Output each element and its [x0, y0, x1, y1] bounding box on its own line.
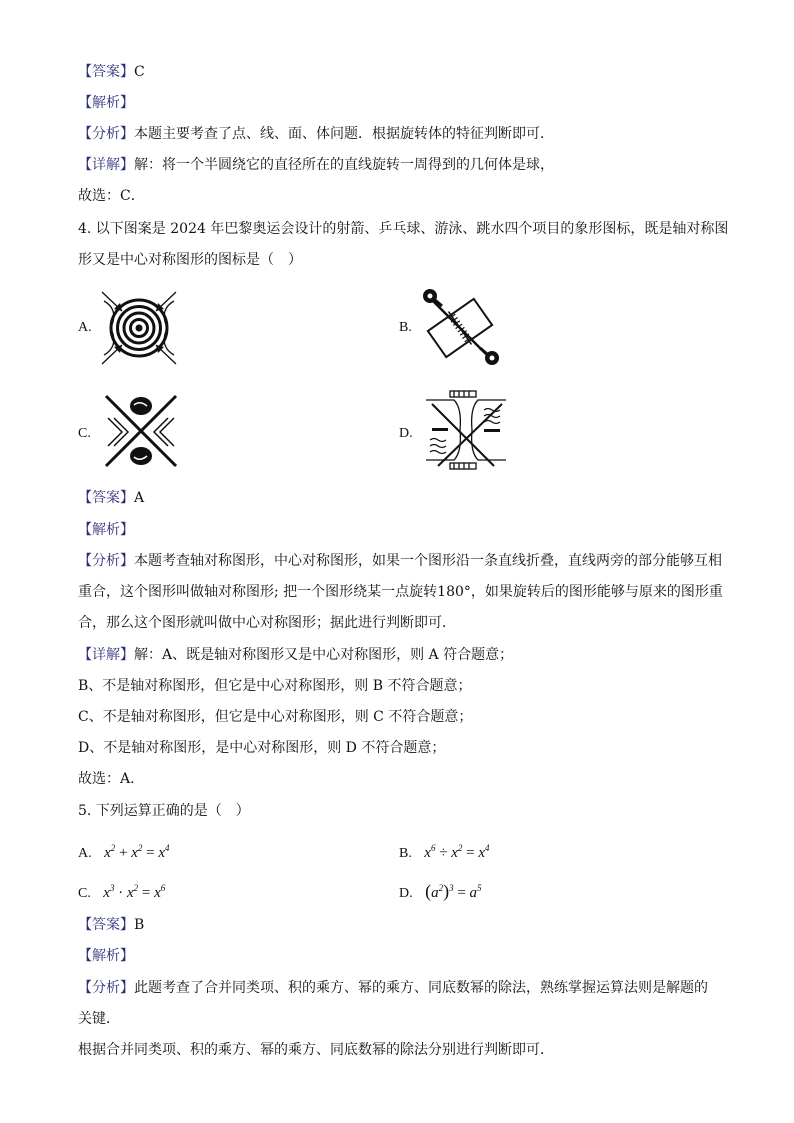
- answer-tag: 【答案】: [78, 490, 134, 506]
- table-tennis-icon: [418, 286, 502, 370]
- option-label: A.: [78, 846, 92, 861]
- q4-option-d-label: D.: [399, 426, 413, 441]
- q4-analysis-line2: 重合，这个图形叫做轴对称图形; 把一个图形绕某一点旋转180°，如果旋转后的图形能够与原来的图形重: [78, 584, 723, 600]
- q3-detail-text: [78, 155, 554, 175]
- q5-option-d: [399, 878, 482, 904]
- q5-answer: [78, 915, 144, 935]
- q4-option-c-label: C.: [78, 426, 91, 441]
- answer-value: A: [134, 490, 145, 506]
- q4-analysis-line1: [78, 551, 722, 571]
- answer-value: C: [134, 64, 145, 80]
- detail-subtag: 【详解】: [78, 157, 134, 173]
- option-label: D.: [399, 886, 413, 901]
- q4-analysis-line3: 合，那么这个图形就叫做中心对称图形；据此进行判断即可．: [78, 615, 456, 631]
- q4-detail-line2: B、不是轴对称图形，但它是中心对称图形，则 B 不符合题意；: [78, 678, 472, 694]
- q5-option-c: [78, 878, 165, 904]
- analysis-subtag: 【分析】: [78, 980, 134, 996]
- q5-analysis-line3: 根据合并同类项、积的乘方、幂的乘方、同底数幂的除法分别进行判断即可．: [78, 1042, 554, 1058]
- diving-icon: [424, 388, 508, 472]
- q5-option-a: [78, 838, 170, 864]
- q5-analysis-heading: 【解析】: [78, 948, 134, 964]
- detail-body: 解：将一个半圆绕它的直径所在的直线旋转一周得到的几何体是球，: [134, 157, 554, 173]
- option-a-expression: $x^2 + x^2 = x^4$: [104, 843, 170, 861]
- detail-body: 解：A、既是轴对称图形又是中心对称图形，则 A 符合题意；: [134, 647, 514, 663]
- option-label: C.: [78, 886, 91, 901]
- option-d-expression: $(a^2)^3 = a^5$: [425, 881, 482, 901]
- swimming-icon: [100, 390, 182, 472]
- analysis-subtag: 【分析】: [78, 553, 134, 569]
- q3-conclusion: 故选：C．: [78, 188, 145, 204]
- q4-detail-line3: C、不是轴对称图形，但它是中心对称图形，则 C 不符合题意；: [78, 709, 473, 725]
- analysis-body: 本题考查轴对称图形，中心对称图形，如果一个图形沿一条直线折叠，直线两旁的部分能够互相: [134, 553, 722, 569]
- q3-analysis-text: [78, 124, 554, 144]
- analysis-subtag: 【分析】: [78, 126, 134, 142]
- q4-detail-line1: [78, 645, 513, 665]
- q5-analysis-line2: 关键．: [78, 1011, 120, 1027]
- analysis-body: 本题主要考查了点、线、面、体问题．根据旋转体的特征判断即可．: [134, 126, 554, 142]
- option-label: B.: [399, 846, 412, 861]
- answer-tag: 【答案】: [78, 917, 134, 933]
- q5-analysis-line1: [78, 978, 708, 998]
- q4-option-a-label: A.: [78, 320, 92, 335]
- option-c-expression: $x^3 \cdot x^2 = x^6$: [103, 883, 166, 901]
- q4-option-b-label: B.: [399, 320, 412, 335]
- answer-value: B: [134, 917, 145, 933]
- option-b-expression: $x^6 \div x^2 = x^4$: [424, 843, 490, 861]
- q3-analysis-heading: 【解析】: [78, 95, 134, 111]
- q5-option-b: [399, 838, 490, 864]
- q4-analysis-heading: 【解析】: [78, 522, 134, 538]
- detail-subtag: 【详解】: [78, 647, 134, 663]
- q3-answer: [78, 62, 145, 82]
- analysis-body: 此题考查了合并同类项、积的乘方、幂的乘方、同底数幂的除法，熟练掌握运算法则是解题的: [134, 980, 708, 996]
- q4-conclusion: 故选：A．: [78, 771, 145, 787]
- q4-stem-line1: 4. 以下图案是 2024 年巴黎奥运会设计的射箭、乒乓球、游泳、跳水四个项目的象形图标，既是轴对称图: [78, 221, 729, 237]
- archery-icon: [98, 287, 180, 369]
- q4-stem-line2: 形又是中心对称图形的图标是（ ）: [78, 252, 302, 268]
- q4-detail-line4: D、不是轴对称图形，是中心对称图形，则 D 不符合题意；: [78, 740, 446, 756]
- q5-stem: 5. 下列运算正确的是（ ）: [78, 803, 250, 819]
- answer-tag: 【答案】: [78, 64, 134, 80]
- q4-answer: [78, 488, 144, 508]
